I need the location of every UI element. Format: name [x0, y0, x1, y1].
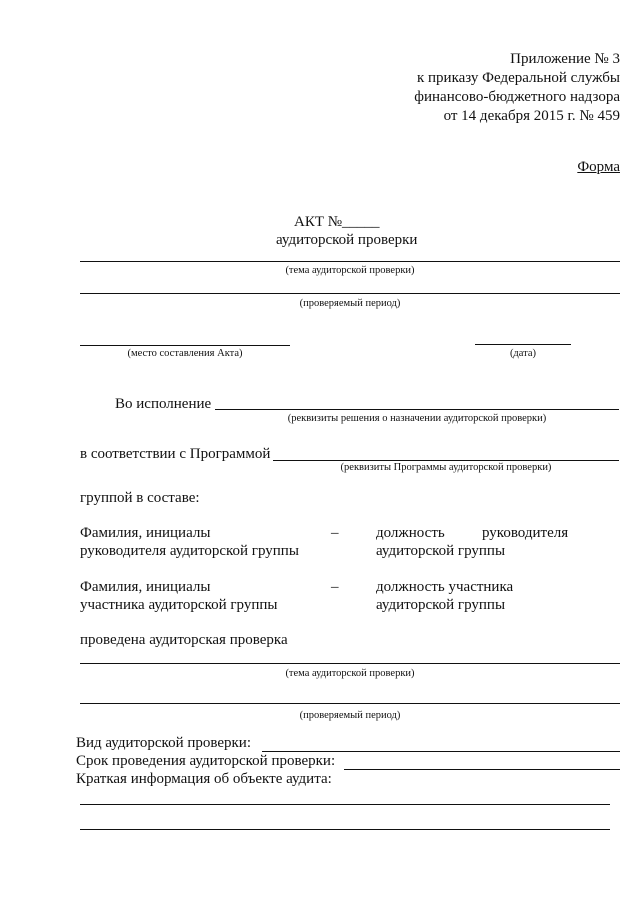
program-label: в соответствии с Программой [80, 446, 271, 462]
period-caption: (проверяемый период) [299, 298, 401, 309]
object-info-line-1 [80, 804, 610, 805]
program-line [273, 460, 619, 461]
group-label: группой в составе: [80, 490, 200, 506]
topic2-caption: (тема аудиторской проверки) [285, 668, 415, 679]
period2-line [80, 703, 620, 704]
appendix-number: Приложение № 3 [510, 51, 620, 67]
place-caption: (место составления Акта) [127, 348, 243, 359]
decision-caption: (реквизиты решения о назначении аудиторской проверки) [287, 413, 547, 424]
object-info-line-2 [80, 829, 610, 830]
member-position-label: должность участника [376, 579, 514, 595]
in-execution-label: Во исполнение [115, 396, 212, 412]
place-line [80, 345, 290, 346]
topic2-line [80, 663, 620, 664]
leader-role-label: руководителя аудиторской группы [80, 543, 299, 559]
act-title: АКТ №_____ [294, 214, 380, 230]
object-info-label: Краткая информация об объекте аудита: [76, 771, 332, 787]
order-agency: финансово-бюджетного надзора [414, 89, 620, 105]
leader-position-label-2: руководителя [482, 525, 569, 541]
audit-term-label: Срок проведения аудиторской проверки: [76, 753, 336, 769]
period2-caption: (проверяемый период) [299, 710, 401, 721]
leader-name-label: Фамилия, инициалы [80, 525, 211, 541]
date-line [475, 344, 571, 345]
audit-type-label: Вид аудиторской проверки: [76, 735, 252, 751]
member-name-label: Фамилия, инициалы [80, 579, 211, 595]
order-reference: к приказу Федеральной службы [416, 70, 620, 86]
topic-line [80, 261, 620, 262]
member-role-label: участника аудиторской группы [80, 597, 278, 613]
conducted-label: проведена аудиторская проверка [80, 632, 288, 648]
member-dash: – [331, 579, 339, 595]
decision-line [215, 409, 619, 410]
audit-term-line [344, 769, 620, 770]
date-caption: (дата) [509, 348, 537, 359]
leader-group-label: аудиторской группы [376, 543, 506, 559]
form-label: Форма [577, 159, 620, 175]
audit-type-line [262, 751, 620, 752]
member-group-label: аудиторской группы [376, 597, 506, 613]
program-caption: (реквизиты Программы аудиторской проверки) [340, 462, 552, 473]
period-line [80, 293, 620, 294]
order-date: от 14 декабря 2015 г. № 459 [443, 108, 620, 124]
leader-position-label: должность [376, 525, 445, 541]
act-subtitle: аудиторской проверки [276, 232, 418, 248]
leader-dash: – [331, 525, 339, 541]
topic-caption: (тема аудиторской проверки) [285, 265, 415, 276]
